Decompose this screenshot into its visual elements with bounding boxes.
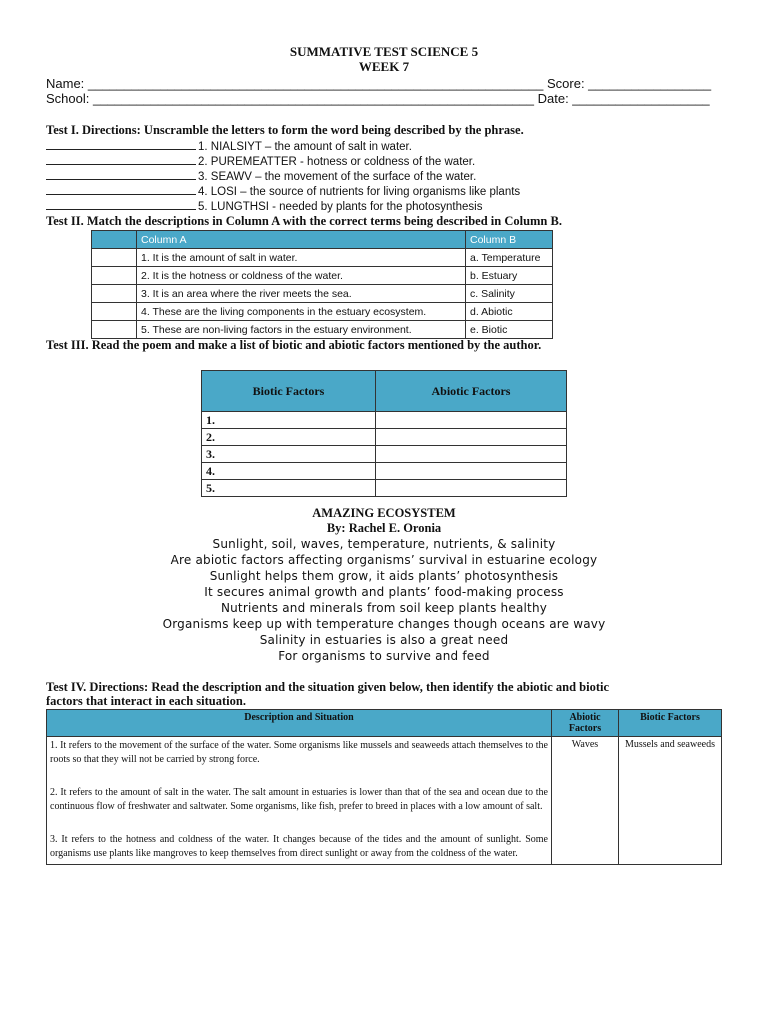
answer-blank[interactable] — [46, 153, 196, 165]
poem-line: For organisms to survive and feed — [278, 649, 490, 663]
list-item: 1. NIALSIYT – the amount of salt in water. — [46, 138, 520, 153]
biotic-header: Biotic Factors — [202, 371, 376, 412]
poem-line: Nutrients and minerals from soil keep plants healthy — [220, 601, 548, 615]
table-row — [47, 737, 722, 865]
test4-directions-line1: Test IV. Directions: Read the description and the situation given below, then identify the abiotic and biotic — [46, 680, 610, 694]
situation-2: 2. It refers to the amount of salt in the water. The salt amount in estuaries is lower than that of the sea and ocean due to the continuous flow of freshwater and saltwater. Some organisms, like fish, prefer to breed in places with a low amount of salt. — [50, 787, 548, 812]
answer-cell[interactable] — [92, 321, 137, 339]
answer-cell[interactable] — [376, 463, 567, 480]
biotic-answer[interactable]: Mussels and seaweeds — [619, 737, 722, 865]
week-label: WEEK 7 — [358, 59, 410, 74]
poem-line: Organisms keep up with temperature changes though oceans are wavy — [162, 617, 606, 631]
abiotic-header: Abiotic Factors — [376, 371, 567, 412]
test3-directions: Test III. Read the poem and make a list of biotic and abiotic factors mentioned by the author. — [46, 338, 542, 352]
table-row: 3. It is an area where the river meets the sea. c. Salinity — [92, 285, 553, 303]
description-header: Description and Situation — [47, 710, 552, 737]
answer-blank[interactable] — [46, 183, 196, 195]
table-row: 4. These are the living components in the estuary ecosystem. d. Abiotic — [92, 303, 553, 321]
poem-line: Sunlight helps them grow, it aids plants’ photosynthesis — [209, 569, 559, 583]
poem-line: It secures animal growth and plants’ food-making process — [204, 585, 564, 599]
blank-header — [92, 231, 137, 249]
answer-cell[interactable] — [92, 285, 137, 303]
table-row: 1. — [202, 412, 567, 429]
table-row: 5. — [202, 480, 567, 497]
column-b-header: Column B — [466, 231, 553, 249]
test2-directions: Test II. Match the descriptions in Column A with the correct terms being described in Column B. — [46, 214, 562, 228]
page-title: SUMMATIVE TEST SCIENCE 5 — [289, 44, 479, 59]
table-row: 5. These are non-living factors in the estuary environment. e. Biotic — [92, 321, 553, 339]
test4-directions-line2: factors that interact in each situation. — [46, 694, 246, 708]
biotic-factors-header: Biotic Factors — [619, 710, 722, 737]
poem-line: Salinity in estuaries is also a great need — [259, 633, 509, 647]
answer-cell[interactable] — [92, 249, 137, 267]
table-row: 4. — [202, 463, 567, 480]
table-row: 2. — [202, 429, 567, 446]
answer-cell[interactable] — [92, 303, 137, 321]
answer-blank[interactable] — [46, 138, 196, 150]
answer-cell[interactable] — [376, 446, 567, 463]
poem-title: AMAZING ECOSYSTEM — [312, 506, 456, 520]
list-item: 5. LUNGTHSI - needed by plants for the photosynthesis — [46, 198, 520, 213]
situation-table — [46, 709, 722, 865]
poem — [0, 506, 768, 664]
situation-3: 3. It refers to the hotness and coldness of the water. It changes because of the tides and the amount of sunlight. Some organisms use plants like mangroves to keep themselves from direct sunlight or away from the coldness of the water. — [50, 834, 548, 859]
situation-descriptions — [47, 737, 552, 865]
test1-directions: Test I. Directions: Unscramble the letters to form the word being described by the phrase. — [46, 123, 524, 137]
column-a-header: Column A — [137, 231, 466, 249]
school-date-line[interactable]: School: _____________________________________________________________ Date: ___________________ — [46, 91, 710, 106]
answer-blank[interactable] — [46, 198, 196, 210]
situation-1: 1. It refers to the movement of the surface of the water. Some organisms like mussels and seaweeds attach themselves to the roots so that they will not be carried by strong force. — [50, 740, 548, 765]
answer-cell[interactable] — [376, 412, 567, 429]
list-item: 2. PUREMEATTER - hotness or coldness of the water. — [46, 153, 520, 168]
table-row: 2. It is the hotness or coldness of the water. b. Estuary — [92, 267, 553, 285]
poem-line: Are abiotic factors affecting organisms’ survival in estuarine ecology — [170, 553, 598, 567]
poem-line: Sunlight, soil, waves, temperature, nutrients, & salinity — [212, 537, 556, 551]
list-item: 4. LOSI – the source of nutrients for living organisms like plants — [46, 183, 520, 198]
matching-table — [91, 230, 553, 339]
abiotic-factors-header: Abiotic Factors — [552, 710, 619, 737]
answer-cell[interactable] — [376, 429, 567, 446]
answer-cell[interactable] — [92, 267, 137, 285]
list-item: 3. SEAWV – the movement of the surface of the water. — [46, 168, 520, 183]
table-row: 1. It is the amount of salt in water. a. Temperature — [92, 249, 553, 267]
abiotic-answer[interactable]: Waves — [552, 737, 619, 865]
table-row: 3. — [202, 446, 567, 463]
poem-author: By: Rachel E. Oronia — [326, 521, 442, 535]
answer-cell[interactable] — [376, 480, 567, 497]
test1-items — [46, 138, 520, 213]
factors-table — [201, 370, 567, 497]
name-score-line[interactable]: Name: _______________________________________________________________ Score: _________________ — [46, 76, 712, 91]
answer-blank[interactable] — [46, 168, 196, 180]
